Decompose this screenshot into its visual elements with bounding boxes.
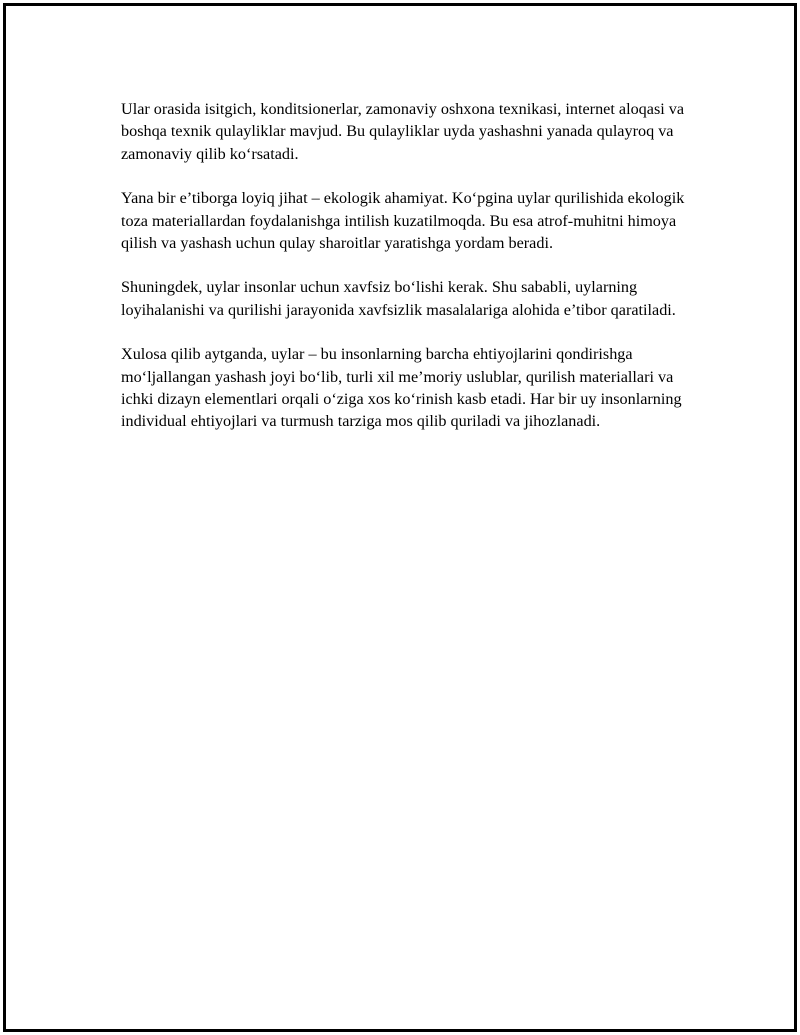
paragraph-1: Ular orasida isitgich, konditsionerlar, zamonaviy oshxona texnikasi, internet aloqasi va boshqa texnik qulayliklar mavjud. Bu qulayliklar uyda yashashni yanada qulayroq va zamonaviy qilib ko‘rsatadi. bbox=[121, 100, 685, 163]
page-frame bbox=[3, 3, 797, 1032]
paragraph-2: Yana bir e’tiborga loyiq jihat – ekologik ahamiyat. Ko‘pgina uylar qurilishida ekologik toza materiallardan foydalanishga intilish kuzatilmoqda. Bu esa atrof-muhitni himoya qilish va yashash uchun qulay sharoitlar yaratishga yordam beradi. bbox=[121, 189, 685, 253]
paragraph-3: Shuningdek, uylar insonlar uchun xavfsiz bo‘lishi kerak. Shu sababli, uylarning loyihalanishi va qurilishi jarayonida xavfsizlik masalalariga alohida e’tibor qaratiladi. bbox=[121, 278, 676, 319]
document-body bbox=[121, 98, 701, 455]
paragraph-4: Xulosa qilib aytganda, uylar – bu insonlarning barcha ehtiyojlarini qondirishga mo‘ljallangan yashash joyi bo‘lib, turli xil me’moriy uslublar, qurilish materiallari va ichki dizayn elementlari orqali o‘ziga xos ko‘rinish kasb etadi. Har bir uy insonlarning individual ehtiyojlari va turmush tarziga mos qilib quriladi va jihozlanadi. bbox=[121, 345, 682, 431]
